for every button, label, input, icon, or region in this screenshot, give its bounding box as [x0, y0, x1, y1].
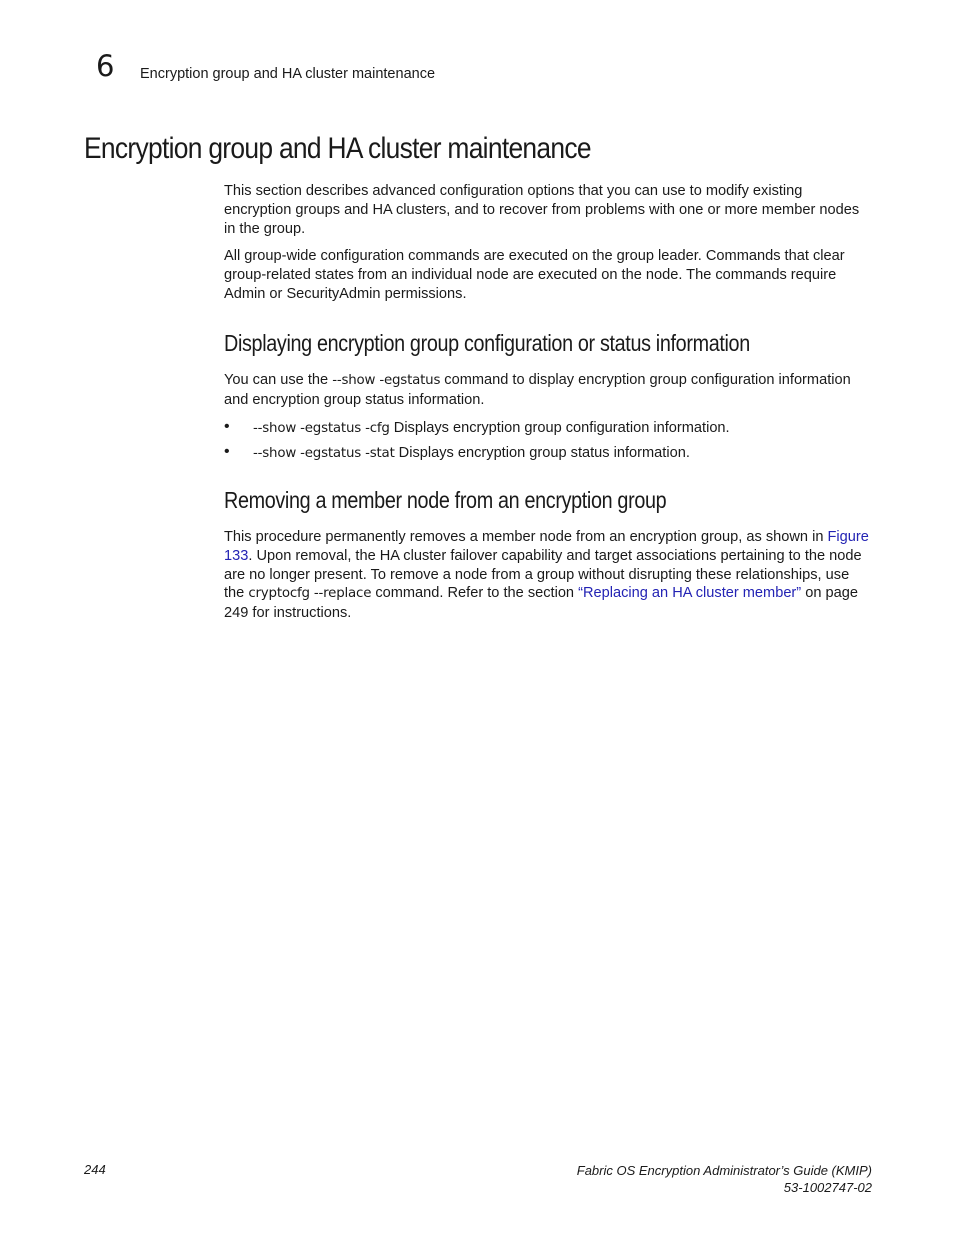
display-section-body	[224, 371, 872, 469]
command-list	[224, 419, 872, 469]
bullet-icon: •	[224, 417, 230, 435]
doc-number: 53-1002747-02	[783, 1180, 872, 1195]
intro-paragraph-2: All group-wide configuration commands are executed on the group leader. Commands that clear group-related states from an individual node are executed on the node. The commands require Admin or SecurityAdmin permissions.	[224, 248, 845, 302]
figure-link[interactable]: Figure 133	[224, 529, 869, 564]
command-text: cryptocfg --replace	[248, 586, 372, 602]
section-link[interactable]: “Replacing an HA cluster member”	[578, 585, 802, 602]
display-intro: You can use the --show -egstatus command to display encryption group configuration information and encryption group status information.	[224, 372, 851, 408]
remove-paragraph: This procedure permanently removes a member node from an encryption group, as shown in Figure 133. Upon removal, the HA cluster failover capability and target associations pertaining to the node are no longer present. To remove a node from a group without disrupting these relationships, use the cryptocfg --replace command. Refer to the section “Replacing an HA cluster member” on page 249 for instructions.	[224, 529, 869, 622]
bullet-icon: •	[224, 442, 230, 460]
chapter-number: 6	[96, 49, 115, 83]
command-text: --show -egstatus -stat	[253, 445, 395, 461]
section-heading: Encryption group and HA cluster maintenance	[84, 132, 591, 165]
command-text: --show -egstatus -cfg	[253, 420, 390, 436]
subsection-heading-remove: Removing a member node from an encryption group	[224, 487, 667, 513]
page-number: 244	[84, 1162, 106, 1177]
section-intro	[224, 182, 872, 304]
subsection-heading-display: Displaying encryption group configuration or status information	[224, 330, 750, 356]
list-item: • --show -egstatus -stat Displays encryption group status information.	[224, 442, 690, 461]
running-header-title: Encryption group and HA cluster maintenance	[140, 66, 436, 82]
guide-title: Fabric OS Encryption Administrator’s Guide (KMIP)	[576, 1163, 872, 1178]
intro-paragraph-1: This section describes advanced configuration options that you can use to modify existing encryption groups and HA clusters, and to recover from problems with one or more member nodes in the group.	[224, 183, 860, 237]
command-text: --show -egstatus	[332, 373, 441, 388]
footer-doc-info	[577, 1162, 872, 1196]
remove-section-body	[224, 528, 872, 623]
list-item: • --show -egstatus -cfg Displays encryption group configuration information.	[224, 417, 730, 436]
